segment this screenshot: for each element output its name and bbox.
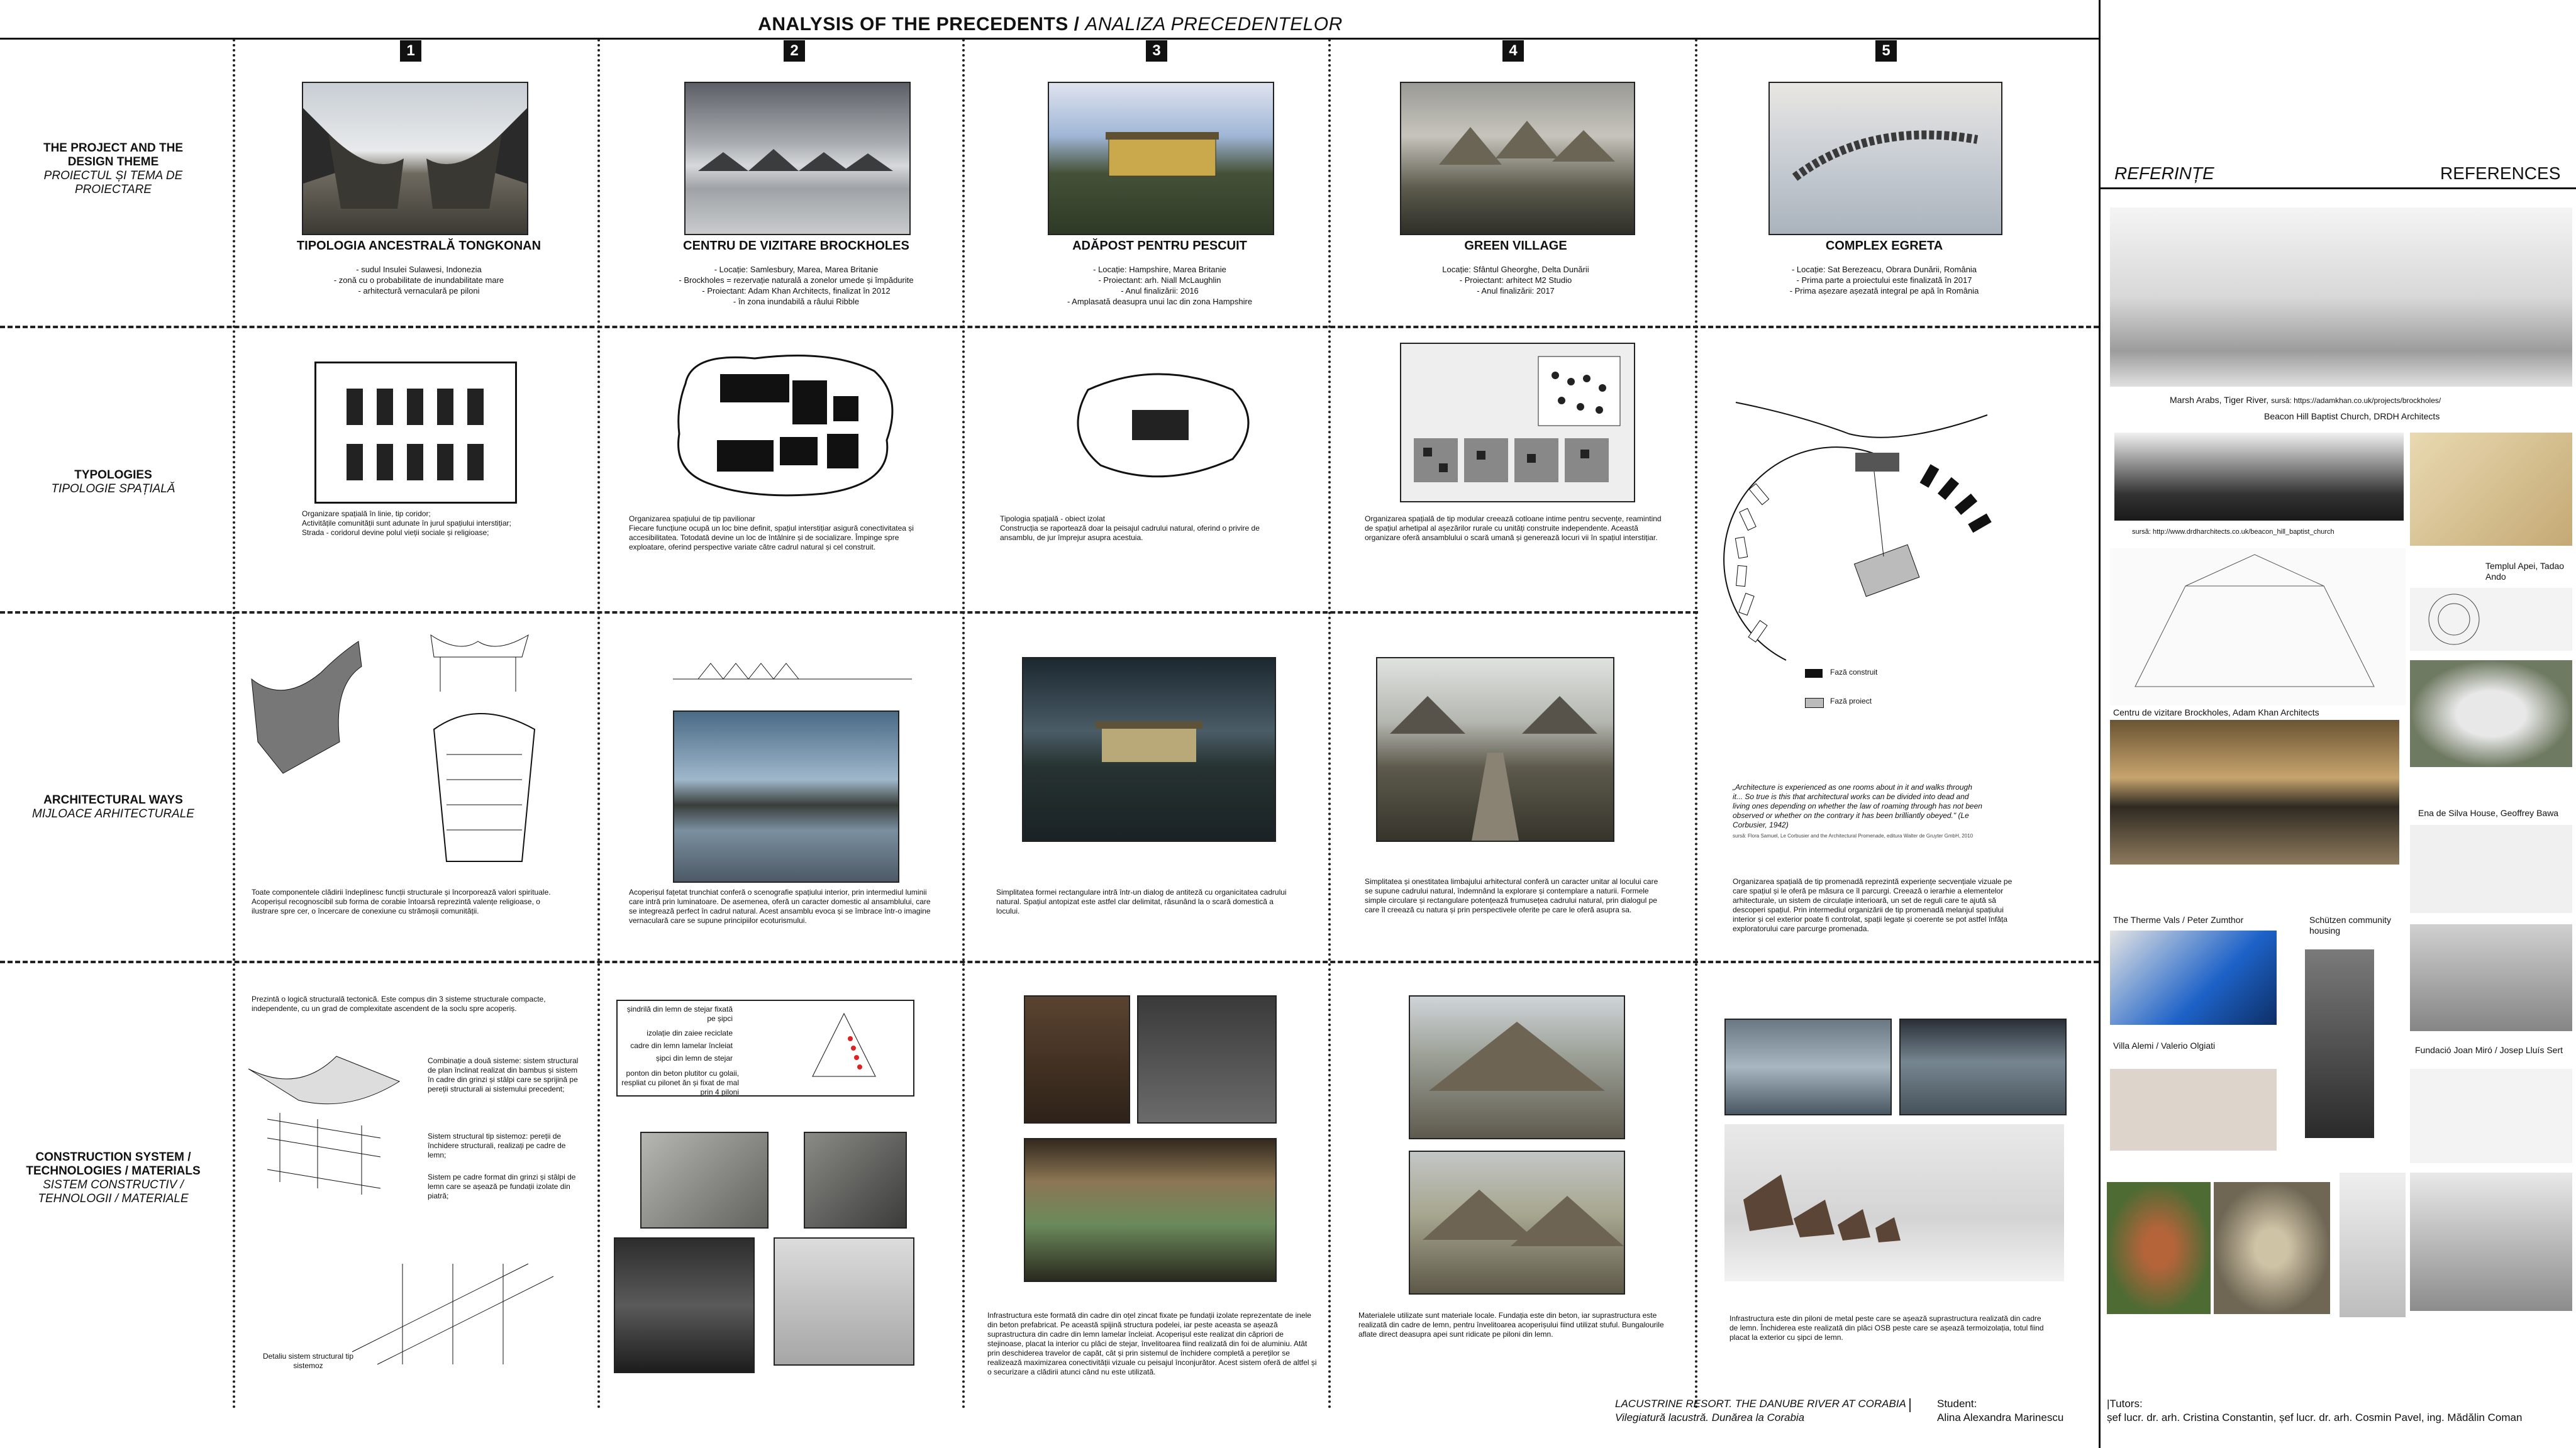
fishing-shelter-interior-photo <box>1137 995 1277 1124</box>
brockholes-model-photo <box>804 1132 907 1229</box>
fishing-shelter-lake-photo <box>1022 657 1276 842</box>
column-divider <box>1695 39 1697 1410</box>
row-label: ARCHITECTURAL WAYS MIJLOACE ARHITECTURALE <box>32 793 194 821</box>
reference-caption: Ena de Silva House, Geoffrey Bawa <box>2418 808 2559 818</box>
project-name: ADĂPOST PENTRU PESCUIT <box>1072 239 1247 253</box>
reference-caption: Marsh Arabs, Tiger River, sursă: https://adamkhan.co.uk/projects/brockholes/ <box>2170 395 2441 405</box>
title-rule <box>0 38 2101 40</box>
row-divider <box>0 326 2099 328</box>
green-village-photo <box>1400 82 1635 235</box>
marsh-arabs-photo <box>2110 207 2572 387</box>
green-village-plan <box>1400 343 1635 502</box>
water-temple-plan <box>2410 588 2572 651</box>
reference-caption: Beacon Hill Baptist Church, DRDH Architects <box>2264 411 2440 421</box>
miro-foundation-drawing <box>2410 1069 2572 1163</box>
reference-caption: Templul Apei, Tadao Ando <box>2485 561 2565 582</box>
tongkonan-plan <box>314 362 517 504</box>
brockholes-ref-photo <box>2110 720 2399 865</box>
egreta-site-plan <box>1723 377 2000 679</box>
typology-text: Tipologia spațială - obiect izolat Construcția se raportează doar la peisajul cadrului natural, oferind o privire de ansamblu, de jur împrejur asupra acestuia. <box>1000 514 1260 542</box>
egreta-view-photo <box>1724 1019 1892 1115</box>
reference-caption: Villa Alemi / Valerio Olgiati <box>2113 1041 2216 1051</box>
layer-label: cadre din lemn lamelar încleiat <box>630 1041 733 1050</box>
row-label: TYPOLOGIES TIPOLOGIE SPAȚIALĂ <box>51 468 175 495</box>
brockholes-plan <box>667 346 906 503</box>
brockholes-lake-photo <box>673 710 899 883</box>
ways-text: Organizarea spațială de tip promenadă reprezintă experiențe secvențiale vizuale pe care spațiul și le oferă pe măsura ce îl parcurgi. Creează o ierarhie a elementelor arhitecturale, un sistem de circulație interioară, un set de reguli care te ajută să descoperi spațiul. Prin intermediul organizării de tip promenadă melanjul spațiului interior și cel exterior poate fi controlat, spații legate și coerente se pot astfel înfăța exploratorului care parcurge promenada. <box>1733 877 2012 933</box>
villa-alemi-plan <box>2110 1069 2277 1151</box>
reference-map <box>2107 1182 2211 1314</box>
egreta-render <box>1724 1124 2064 1281</box>
legend-built-label: Fază construit <box>1830 668 1878 677</box>
reference-caption: The Therme Vals / Peter Zumthor <box>2113 915 2244 925</box>
tongkonan-drawings <box>245 629 572 868</box>
reference-sketch <box>2110 548 2406 705</box>
layer-label: șipci din lemn de stejar <box>655 1054 733 1063</box>
column-number: 2 <box>784 40 805 62</box>
row-divider <box>0 611 1698 614</box>
corbusier-quote: „Architecture is experienced as one rooms about in it and walks through it... So true is this that architectural works can be divided into dead and living ones depending on whether the law of roaming through has not been observed or whether on the contrary it has been brilliantly obeyed." (Le Corbusier, 1942) <box>1733 783 1982 829</box>
project-name: COMPLEX EGRETA <box>1825 239 1943 253</box>
references-heading-ro: REFERINȚE <box>2114 163 2214 183</box>
reference-divider <box>2099 0 2101 1448</box>
green-village-houses-photo <box>1409 995 1625 1139</box>
column-number: 1 <box>400 40 421 62</box>
column-divider <box>597 39 600 1410</box>
project-description: - sudul Insulei Sulawesi, Indonezia - zonă cu o probabilitate de inundabilitate mare - arhitectură vernaculară pe piloni <box>333 265 504 296</box>
water-temple-photo <box>2410 660 2572 767</box>
egreta-photo <box>1768 82 2002 235</box>
construction-text: Infrastructura este din piloni de metal peste care se așează suprastructura realizată din cadre de lemn. Închiderea este realizată din plăci OSB peste care se așează termoizolația, totul fiind placat la exterior cu șipci de lemn. <box>1729 1314 2044 1342</box>
brockholes-photo <box>684 82 911 235</box>
project-description: - Locație: Samlesbury, Marea, Marea Britanie - Brockholes = rezervație naturală a zonelor umede și împădurite - Proiectant: Adam Khan Architects, finalizat în 2012 - în zona inundabilă a râului Ribble <box>679 265 914 306</box>
detail-caption: Detaliu sistem structural tip sistemoz <box>262 1352 354 1370</box>
ways-text: Toate componentele clădirii îndeplinesc funcții structurale și încorporează valori spirituale. Acoperișul recognoscibil sub forma de corabie întoarsă reprezintă valențe religioase, o ilustrare spre cer, o încercare de conexiune cu strămoșii comunității. <box>252 888 551 915</box>
brockholes-model-photo <box>774 1237 914 1366</box>
green-village-houses-photo <box>1409 1151 1625 1295</box>
column-number: 3 <box>1146 40 1167 62</box>
quote-source: sursă: Flora Samuel, Le Corbusier and the Architectural Promenade, editura Walter de Gruyter GmbH, 2010 <box>1733 833 1974 839</box>
column-number: 4 <box>1502 40 1524 62</box>
tongkonan-photo <box>302 82 528 235</box>
typology-text: Organizare spațială în linie, tip coridor; Activitățile comunității sunt adunate în jurul spațiului interstițiar; Strada - coridorul devine polul vieții sociale și religioase; <box>302 509 511 537</box>
column-divider <box>1328 39 1331 1410</box>
typology-text: Organizarea spațiului de tip pavilionar Fiecare funcțiune ocupă un loc bine definit, spațiul interstițiar asigură conectivitatea și accesibilitatea. Totodată devine un loc de întâlnire și de socializare. Împinge spre exploatare, oferind perspective variate către cadrul natural și cel construit. <box>629 514 914 551</box>
construction-intro: Prezintă o logică structurală tectonică. Este compus din 3 sisteme structurale compacte, independente, cu un grad de complexitate ascendent de la soclu spre acoperiș. <box>252 995 546 1013</box>
reference-caption: Fundació Joan Miró / Josep Lluís Sert <box>2415 1045 2563 1055</box>
ways-text: Acoperișul fațetat trunchiat conferă o scenografie spațiului interior, prin intermediul luminii care intră prin luminatoare. De asemenea, oferă un caracter domestic al ansamblului, care se integrează perfect în cadrul natural. Acest ansamblu evoca și se îmbrace într-o imagine vernaculară care se supune principiilor ecoturismului. <box>629 888 931 925</box>
tutors-info: |Tutors: șef lucr. dr. arh. Cristina Constantin, șef lucr. dr. arh. Cosmin Pavel, ing. Mădălin Coman <box>2107 1398 2523 1423</box>
legend-project-swatch <box>1805 698 1824 708</box>
layer-label: șindrilă din lemn de stejar fixată pe șipci <box>626 1005 733 1023</box>
column-divider <box>962 39 965 1410</box>
project-description: Locație: Sfântul Gheorghe, Delta Dunării - Proiectant: arhitect M2 Studio - Anul finalizării: 2017 <box>1442 265 1589 296</box>
reference-plan <box>2410 433 2572 546</box>
therme-vals-plan <box>2110 931 2277 1025</box>
brockholes-section <box>673 635 912 692</box>
fishing-shelter-view-photo <box>1024 1138 1277 1282</box>
row-label: CONSTRUCTION SYSTEM / TECHNOLOGIES / MATERIALS SISTEM CONSTRUCTIV / TEHNOLOGII / MATERIALE <box>26 1151 201 1205</box>
fishing-shelter-photo <box>1048 82 1274 235</box>
reference-source: sursă: http://www.drdharchitects.co.uk/beacon_hill_baptist_church <box>2132 528 2334 536</box>
structure-detail <box>340 1239 579 1371</box>
layer-label: ponton din beton plutitor cu golaii, respliat cu pilonet ăn și fixat de mal prin 4 piloni <box>621 1069 739 1097</box>
student-info: Student: Alina Alexandra Marinescu <box>1937 1398 2064 1423</box>
brockholes-interior-photo <box>614 1237 755 1373</box>
ways-text: Simplitatea formei rectangulare intră într-un dialog de antiteză cu organicitatea cadrului natural. Spațiul antopizat este astfel clar delimitat, răsunând la o scară domestică a locului. <box>996 888 1287 915</box>
project-name: CENTRU DE VIZITARE BROCKHOLES <box>683 239 909 253</box>
layer-label: izolație din zaiee reciclate <box>647 1029 733 1037</box>
construction-point: Sistem structural tip sistemoz: pereții de închidere structurali, realizați pe cadre de lemn; <box>428 1132 566 1159</box>
reference-map <box>2214 1182 2330 1314</box>
construction-point: Sistem pe cadre format din grinzi și stâlpi de lemn care se așează pe fundații izolate din piatră; <box>428 1173 576 1200</box>
beacon-hill-photo <box>2114 433 2404 521</box>
fishing-shelter-interior-photo <box>1024 995 1130 1124</box>
reference-image <box>2410 924 2572 1031</box>
reference-plan <box>2410 1173 2572 1311</box>
reference-caption: Schützen community housing <box>2309 915 2391 936</box>
tongkonan-axonometry <box>242 1044 412 1201</box>
references-rule <box>2101 187 2576 189</box>
schutzen-housing-plan <box>2305 949 2374 1138</box>
references-heading-en: REFERENCES <box>2440 163 2561 183</box>
typology-text: Organizarea spațială de tip modular creează cotloane intime pentru secvențe, reamintind de spațiul arhetipal al așezărilor rurale cu unități construite independente. Această organizare oferă ansamblului o scară umană și generează locuri vii în spațiul interstițiar. <box>1365 514 1662 542</box>
reference-caption: Centru de vizitare Brockholes, Adam Khan Architects <box>2113 707 2319 717</box>
construction-point: Combinație a două sisteme: sistem structural de plan înclinat realizat din bambus și sistem în cadre din grinzi și stâlpi care se sprijină pe pereții structurali ai sistemului precedent; <box>428 1056 579 1093</box>
column-number: 5 <box>1875 40 1897 62</box>
ways-text: Simplitatea și onestitatea limbajului arhitectural conferă un caracter unitar al locului care se supune cadrului natural, îndemnând la explorare și contemplare a naturii. Formele simple circulare și rectangulare potențează frumusețea cadrului natural, prin dialogul pe care îl creează cu natura și prin perspectivele oferite pe care le oferă asupra sa. <box>1365 877 1658 914</box>
project-name: TIPOLOGIA ANCESTRALĂ TONGKONAN <box>296 239 541 253</box>
green-village-bridge-photo <box>1376 657 1614 842</box>
row-label: THE PROJECT AND THE DESIGN THEME PROIECTUL ȘI TEMA DE PROIECTARE <box>43 141 184 196</box>
project-title-footer: LACUSTRINE RESORT. THE DANUBE RIVER AT CORABIA Vilegiatură lacustră. Dunărea la Corabia <box>1615 1398 1906 1423</box>
fishing-shelter-plan <box>1063 365 1264 484</box>
reference-plan <box>2340 1173 2406 1317</box>
row-divider <box>0 961 2099 963</box>
page-title: ANALYSIS OF THE PRECEDENTS / ANALIZA PRECEDENTELOR <box>758 14 1343 35</box>
legend-project-label: Fază proiect <box>1830 697 1872 705</box>
project-name: GREEN VILLAGE <box>1464 239 1567 253</box>
egreta-view-photo <box>1899 1019 2067 1115</box>
ena-de-silva-plan <box>2410 825 2572 913</box>
footer-divider <box>1909 1398 1911 1412</box>
brockholes-model-photo <box>640 1132 769 1229</box>
construction-text: Infrastructura este formată din cadre din oțel zincat fixate pe fundații izolate reprezentate de inele din beton prefabricat. Pe această spijină structura podelei, iar peste aceasta se așează suprastructura din cadre din lemn lamelar încleiat. Acoperișul este realizat din căpriori de stejinoase, placat la interior cu plăci de stejar, învelitoarea fiind realizată din foi de aluminiu. Atât prin deschiderea travelor de capăt, cât și prin sistemul de închidere completă a pereților se realizează maximizarea conectivității vizuale cu peisajul înconjurător. Acest sistem oferă de altfel și o securizare a clădirii atunci când nu este utilizată. <box>987 1311 1317 1376</box>
project-description: - Locație: Hampshire, Marea Britanie - Proiectant: arh. Niall McLaughlin - Anul finalizării: 2016 - Amplasată deasupra unui lac din zona Hampshire <box>1067 265 1253 306</box>
column-divider <box>233 39 235 1410</box>
legend-built-swatch <box>1805 669 1823 678</box>
project-description: - Locație: Sat Berezeacu, Obrara Dunării, România - Prima parte a proiectului este finalizată în 2017 - Prima așezare așezată integral pe apă în România <box>1789 265 1979 296</box>
construction-text: Materialele utilizate sunt materiale locale. Fundația este din beton, iar suprastructura este realizată din cadre de lemn, pentru învelitoarea acoperișului fiind utilizat stuful. Bungalourile aflate direct deasupra apei sunt ridicate pe piloni din lemn. <box>1358 1311 1664 1339</box>
